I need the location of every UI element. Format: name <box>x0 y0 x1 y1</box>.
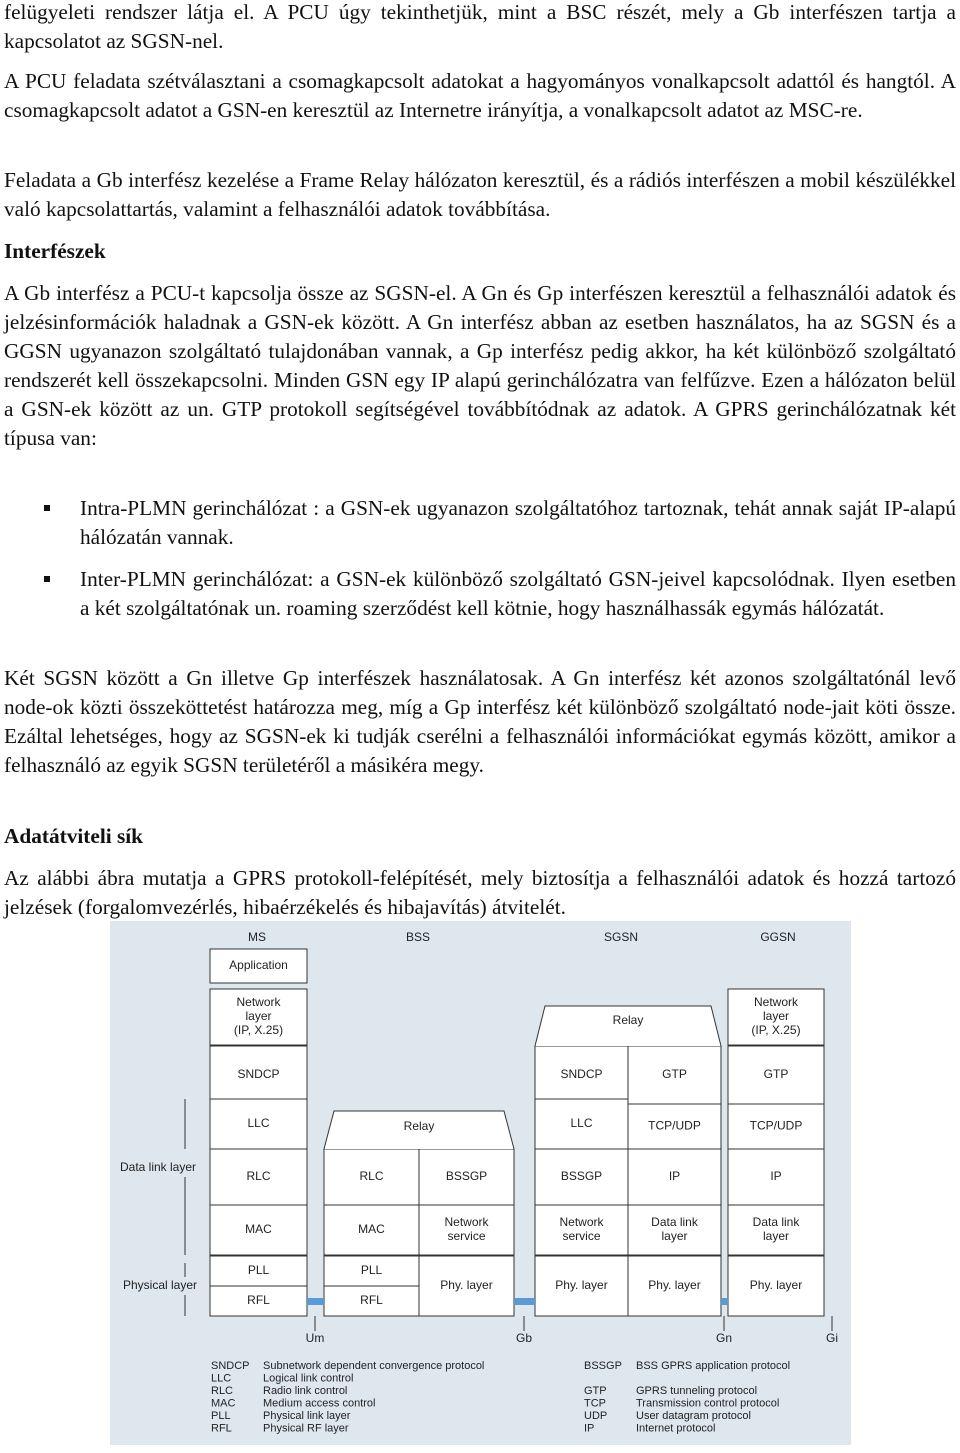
ms-layer-sndcp-label: SNDCP <box>237 1067 280 1082</box>
legend-abbr: MAC <box>211 1397 236 1410</box>
legend-desc: Physical link layer <box>263 1409 351 1422</box>
bss-relay-label: Relay <box>403 1119 435 1134</box>
ms-layer-rfl-label: RFL <box>247 1293 270 1308</box>
sgsn-layer-gtp-label: GTP <box>662 1067 687 1082</box>
sgsn-layer-sndcp-label: SNDCP <box>560 1067 603 1082</box>
paragraph-gb-handling: Feladata a Gb interfész kezelése a Frame Relay hálózaton keresztül, és a rádiós interfészen a mobil készülékkel való kapcsolattartás, valamint a felhasználói adatok továbbítása. <box>4 168 956 221</box>
heading-data-plane: Adatátviteli sík <box>4 824 144 848</box>
sgsn-layer-tcp-udp-label: TCP/UDP <box>648 1118 701 1133</box>
sgsn-layer-network-service-label: Network service <box>559 1215 604 1244</box>
protocol-stack-diagram <box>110 921 851 1445</box>
sgsn-layer-data-link-label: Data link layer <box>651 1215 698 1244</box>
ggsn-layer-ip-label: IP <box>770 1169 782 1184</box>
backbone-types-list <box>4 494 956 636</box>
legend-abbr: TCP <box>584 1397 606 1410</box>
legend-desc: Internet protocol <box>636 1422 716 1435</box>
list-item <box>4 565 956 623</box>
bss-layer-rfl-label: RFL <box>360 1293 383 1308</box>
legend-abbr: PLL <box>211 1409 231 1422</box>
paragraph-pcu-task: A PCU feladata szétválasztani a csomagkapcsolt adatokat a hagyományos vonalkapcsolt adattól és hangtól. A csomagkapcsolt adatot a GSN-en keresztül az Internetre irányítja, a vonalkapcsolt adatot az MSC-re. <box>4 69 956 122</box>
legend-desc: Physical RF layer <box>263 1422 349 1435</box>
interface-um: Um <box>305 1331 325 1346</box>
interface-gb: Gb <box>515 1331 533 1346</box>
interface-gi: Gi <box>826 1331 838 1346</box>
legend-desc: GPRS tunneling protocol <box>636 1384 758 1397</box>
paragraph-interfaces: A Gb interfész a PCU-t kapcsolja össze az SGSN-el. A Gn és Gp interfészen keresztül a felhasználói adatok és jelzésinformációk haladnak a GSN-ek között. A Gn interfész abban az esetben használatos, ha az SGSN és a GGSN ugyanazon szolgáltató tulajdonában vannak, a Gp interfész pedig akkor, ha két különböző szolgáltató rendszerét kell összekapcsolni. Minden GSN egy IP alapú gerinchálózatra van felfűzve. Ezen a hálózaton belül a GSN-ek között az un. GTP protokoll segítségével továbbítódnak az adatok. A GPRS gerinchálózatnak két típusa van: <box>4 281 956 450</box>
paragraph-figure-intro: Az alábbi ábra mutatja a GPRS protokoll-felépítését, mely biztosítja a felhasználói adatok és hozzá tartozó jelzések (forgalomvezérlés, hibaérzékelés és hibajavítás) átvitelét. <box>4 866 956 919</box>
legend-abbr: LLC <box>211 1372 232 1385</box>
ggsn-layer-tcp-udp-label: TCP/UDP <box>749 1118 803 1133</box>
legend-abbr: BSSGP <box>584 1359 622 1372</box>
heading-interfaces: Interfészek <box>4 239 106 263</box>
bss-layer-bssgp-label: BSSGP <box>445 1169 488 1184</box>
physical-link-1 <box>514 1298 535 1305</box>
paragraph-pcu-bsc: felügyeleti rendszer látja el. A PCU úgy tekinthetjük, mint a BSC részét, mely a Gb interfészen tartja a kapcsolatot az SGSN-nel. <box>4 0 956 53</box>
bss-layer-pll-label: PLL <box>360 1263 383 1278</box>
ms-layer-application-label: Application <box>229 958 288 973</box>
ggsn-layer-phy-label: Phy. layer <box>749 1278 803 1293</box>
sgsn-relay-label: Relay <box>612 1013 644 1028</box>
side-label-physical: Physical layer <box>122 1278 198 1293</box>
legend-desc: Logical link control <box>263 1372 354 1385</box>
interface-gn: Gn <box>715 1331 733 1346</box>
sgsn-layer-bssgp-label: BSSGP <box>560 1169 603 1184</box>
legend-desc: Radio link control <box>263 1384 348 1397</box>
bss-layer-network-service-label: Network service <box>444 1215 489 1244</box>
ms-layer-llc-label: LLC <box>247 1116 270 1131</box>
bss-layer-phy-label: Phy. layer <box>440 1278 493 1293</box>
node-title-sgsn: SGSN <box>603 930 639 945</box>
ms-layer-mac-label: MAC <box>245 1222 272 1237</box>
legend-abbr: SNDCP <box>211 1359 250 1372</box>
ggsn-layer-data-link-label: Data link layer <box>752 1215 800 1244</box>
bss-layer-mac-label: MAC <box>358 1222 385 1237</box>
node-title-bss: BSS <box>405 930 431 945</box>
sgsn-layer-phy-label: Phy. layer <box>555 1278 608 1293</box>
gprs-protocol-stack-figure <box>110 921 851 1445</box>
legend-desc: BSS GPRS application protocol <box>636 1359 791 1372</box>
ggsn-layer-network-label: Network layer (IP, X.25) <box>751 995 801 1037</box>
legend-desc: User datagram protocol <box>636 1409 751 1422</box>
node-title-ms: MS <box>248 930 266 945</box>
list-item-text: Intra-PLMN gerinchálózat : a GSN-ek ugyanazon szolgáltatóhoz tartoznak, tehát annak saját IP-alapú hálózatán vannak. <box>80 496 956 549</box>
sgsn-layer-ip-label: IP <box>668 1169 681 1184</box>
ms-layer-pll-label: PLL <box>247 1263 270 1278</box>
list-item <box>4 494 956 552</box>
legend-abbr: UDP <box>584 1409 608 1422</box>
legend-desc: Medium access control <box>263 1397 376 1410</box>
node-title-ggsn: GGSN <box>760 930 796 945</box>
side-label-data-link: Data link layer <box>119 1160 197 1175</box>
list-item-text: Inter-PLMN gerinchálózat: a GSN-ek különböző szolgáltató GSN-jeivel kapcsolódnak. Ilyen esetben a két szolgáltatónak un. roaming szerződést kell kötnie, hogy használhassák egymás hálózatát. <box>80 567 956 620</box>
legend-abbr: RFL <box>211 1422 232 1435</box>
physical-link-0 <box>307 1298 324 1305</box>
legend-abbr: GTP <box>584 1384 607 1397</box>
sgsn-layer-phy-right-label: Phy. layer <box>648 1278 701 1293</box>
bullet-square-icon <box>44 505 50 511</box>
ms-layer-network-layer-ip-x-25-label: Network layer (IP, X.25) <box>233 995 284 1037</box>
sgsn-layer-llc-label: LLC <box>570 1116 593 1131</box>
bullet-square-icon <box>44 576 50 582</box>
physical-link-2 <box>721 1298 728 1305</box>
ggsn-layer-gtp-label: GTP <box>763 1067 789 1082</box>
legend-abbr: RLC <box>211 1384 234 1397</box>
legend-abbr: IP <box>584 1422 595 1435</box>
legend-desc: Transmission control protocol <box>636 1397 780 1410</box>
legend-desc: Subnetwork dependent convergence protocol <box>263 1359 485 1372</box>
paragraph-sgsn-interfaces: Két SGSN között a Gn illetve Gp interfészek használatosak. A Gn interfész két azonos szolgáltatónál levő node-ok közti összeköttetést határozza meg, míg a Gp interfész két különböző szolgáltató node-jait köti össze. Ezáltal lehetséges, hogy az SGSN-ek ki tudják cserélni a felhasználói információkat egymás között, amikor a felhasználó az egyik SGSN területéről a másikéra megy. <box>4 666 956 777</box>
bss-layer-rlc-label: RLC <box>359 1169 384 1184</box>
ms-layer-rlc-label: RLC <box>246 1169 271 1184</box>
